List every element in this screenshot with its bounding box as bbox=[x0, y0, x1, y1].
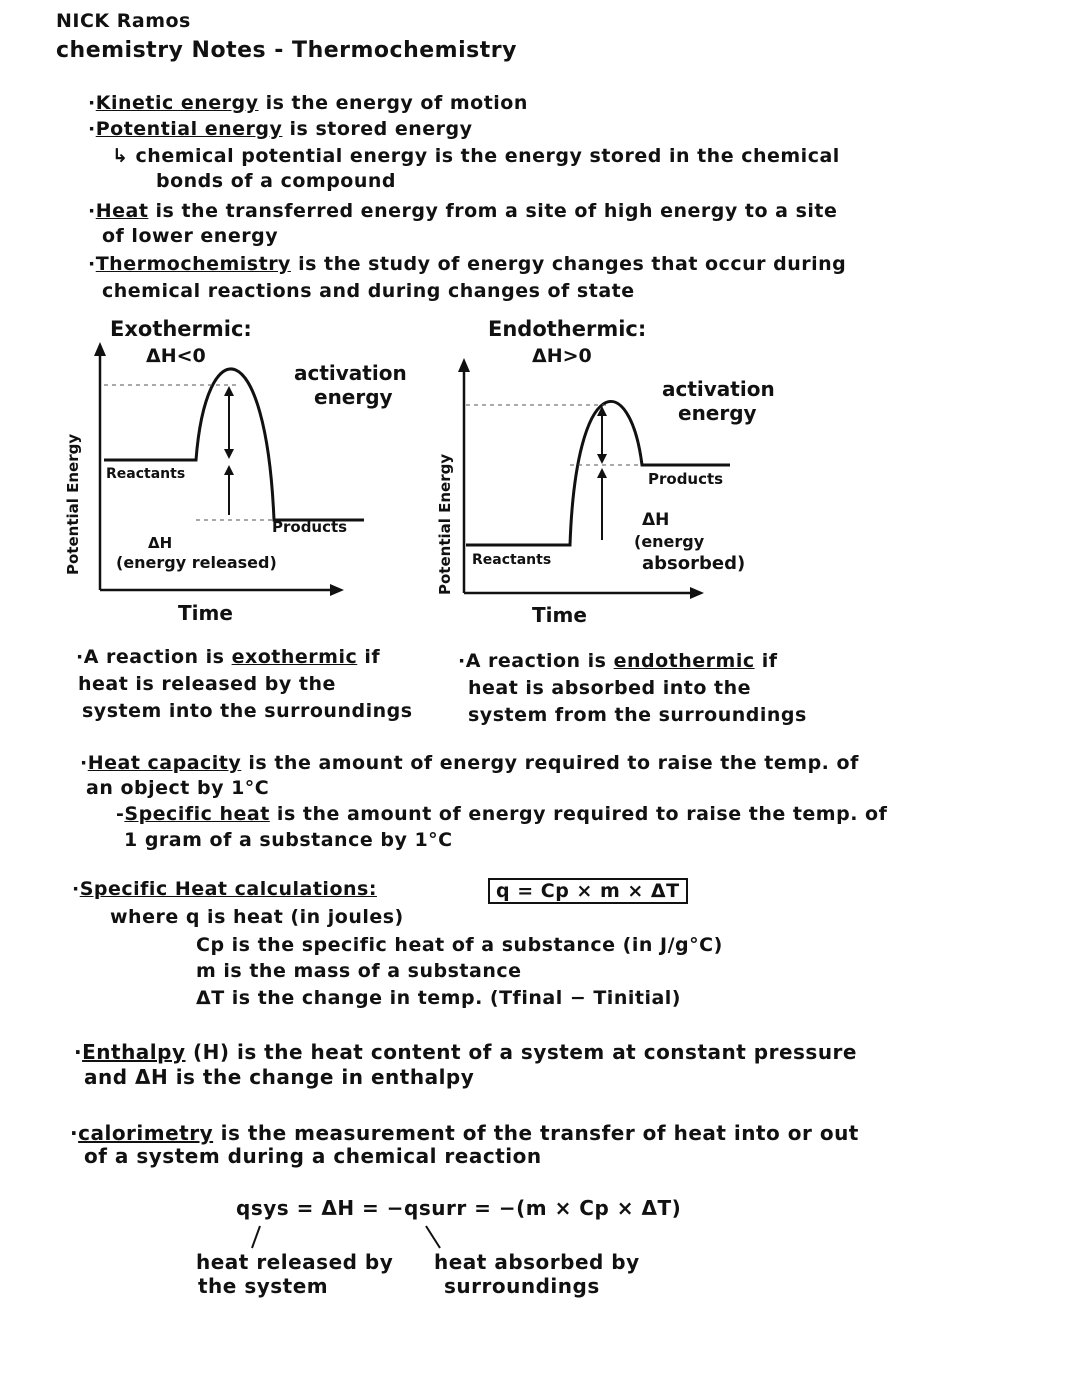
exo-caption-1: ·A reaction is exothermic if bbox=[76, 646, 381, 668]
exo-delta-label: ΔH bbox=[148, 534, 173, 552]
specific-heat-formula: q = Cp × m × ΔT bbox=[488, 878, 688, 904]
note-chemical-potential: ↳ chemical potential energy is the energy stored in the chemical bbox=[112, 145, 840, 167]
calc-delta-t: ΔT is the change in temp. (Tfinal − Tinitial) bbox=[196, 987, 681, 1009]
term-endothermic: endothermic bbox=[613, 650, 755, 672]
endo-delta-note-1: (energy bbox=[634, 532, 705, 551]
exo-y-axis-label: Potential Energy bbox=[64, 433, 82, 575]
exothermic-diagram bbox=[56, 310, 456, 640]
exo-y-arrow-icon bbox=[94, 342, 106, 356]
note-specific-heat-2: 1 gram of a substance by 1°C bbox=[124, 829, 453, 851]
exo-caption-2: heat is released by the bbox=[78, 673, 336, 695]
calorimetry-left-note-1: heat released by bbox=[196, 1250, 394, 1274]
calorimetry-right-note-1: heat absorbed by bbox=[434, 1250, 640, 1274]
endo-sign: ΔH>0 bbox=[532, 345, 592, 367]
endo-x-arrow-icon bbox=[690, 587, 704, 599]
exo-delta-note: (energy released) bbox=[116, 553, 277, 572]
endothermic-diagram bbox=[430, 310, 850, 640]
note-calorimetry-2: of a system during a chemical reaction bbox=[84, 1144, 542, 1168]
calc-cp: Cp is the specific heat of a substance (in J/g°C) bbox=[196, 934, 723, 956]
note-calorimetry: ·calorimetry is the measurement of the transfer of heat into or out bbox=[70, 1121, 859, 1145]
exo-title: Exothermic: bbox=[110, 317, 252, 341]
endo-caption-1: ·A reaction is endothermic if bbox=[458, 650, 778, 672]
note-kinetic: ·Kinetic energy is the energy of motion bbox=[88, 92, 528, 114]
endo-y-axis-label: Potential Energy bbox=[436, 453, 454, 595]
note-heat-capacity-2: an object by 1°C bbox=[86, 777, 270, 799]
endo-x-axis-label: Time bbox=[532, 603, 587, 627]
note-specific-heat: -Specific heat is the amount of energy required to raise the temp. of bbox=[116, 803, 888, 825]
page-title: chemistry Notes - Thermochemistry bbox=[56, 38, 517, 63]
note-chemical-potential-2: bonds of a compound bbox=[156, 170, 396, 192]
arrow-icon: ↳ bbox=[112, 145, 136, 167]
note-heat-capacity: ·Heat capacity is the amount of energy required to raise the temp. of bbox=[80, 752, 859, 774]
note-heat-2: of lower energy bbox=[102, 225, 279, 247]
endo-delta-arrow-up-icon bbox=[597, 468, 607, 478]
term-kinetic: Kinetic energy bbox=[95, 92, 259, 114]
exo-activation-label-1: activation bbox=[294, 361, 407, 385]
calorimetry-pointers bbox=[230, 1222, 470, 1252]
exo-activation-arrow-up-icon bbox=[224, 386, 234, 396]
endo-products-label: Products bbox=[648, 470, 724, 488]
calorimetry-equation: qsys = ΔH = −qsurr = −(m × Cp × ΔT) bbox=[236, 1196, 682, 1220]
note-potential: ·Potential energy is stored energy bbox=[88, 118, 473, 140]
term-specific-heat: Specific heat bbox=[124, 803, 270, 825]
exo-products-label: Products bbox=[272, 518, 348, 536]
calc-title: ·Specific Heat calculations: bbox=[72, 878, 377, 900]
note-thermochemistry: ·Thermochemistry is the study of energy changes that occur during bbox=[88, 253, 847, 275]
endo-delta-note-2: absorbed) bbox=[642, 553, 746, 574]
endo-y-arrow-icon bbox=[458, 358, 470, 372]
exo-sign: ΔH<0 bbox=[146, 345, 206, 367]
exo-x-arrow-icon bbox=[330, 584, 344, 596]
endo-activation-arrow-down-icon bbox=[597, 454, 607, 464]
exo-caption-3: system into the surroundings bbox=[82, 700, 413, 722]
calorimetry-right-note-2: surroundings bbox=[444, 1274, 600, 1298]
term-heat: Heat bbox=[95, 200, 149, 222]
note-thermochemistry-2: chemical reactions and during changes of state bbox=[102, 280, 635, 302]
calorimetry-left-note-2: the system bbox=[198, 1274, 329, 1298]
exo-activation-arrow-down-icon bbox=[224, 449, 234, 459]
exo-activation-label-2: energy bbox=[314, 385, 393, 409]
exo-delta-arrow-up-icon bbox=[224, 465, 234, 475]
term-potential: Potential energy bbox=[95, 118, 283, 140]
term-enthalpy: Enthalpy bbox=[82, 1040, 186, 1064]
term-exothermic: exothermic bbox=[231, 646, 358, 668]
right-pointer-line bbox=[426, 1226, 440, 1248]
note-heat: ·Heat is the transferred energy from a site of high energy to a site bbox=[88, 200, 838, 222]
endo-title: Endothermic: bbox=[488, 317, 647, 341]
endo-activation-label-2: energy bbox=[678, 401, 757, 425]
calc-where: where q is heat (in joules) bbox=[110, 906, 404, 928]
endo-reactants-label: Reactants bbox=[472, 552, 552, 568]
calc-mass: m is the mass of a substance bbox=[196, 960, 522, 982]
endo-delta-label: ΔH bbox=[642, 510, 670, 530]
term-thermochemistry: Thermochemistry bbox=[95, 253, 291, 275]
endo-caption-3: system from the surroundings bbox=[468, 704, 807, 726]
term-heat-capacity: Heat capacity bbox=[87, 752, 242, 774]
author-name: NICK Ramos bbox=[56, 10, 191, 32]
endo-activation-label-1: activation bbox=[662, 377, 775, 401]
left-pointer-line bbox=[252, 1226, 260, 1248]
exo-reactants-label: Reactants bbox=[106, 466, 186, 482]
endo-caption-2: heat is absorbed into the bbox=[468, 677, 752, 699]
note-enthalpy-2: and ΔH is the change in enthalpy bbox=[84, 1065, 475, 1089]
exo-x-axis-label: Time bbox=[178, 601, 233, 625]
term-calorimetry: calorimetry bbox=[78, 1121, 214, 1145]
note-enthalpy: ·Enthalpy (H) is the heat content of a system at constant pressure bbox=[74, 1040, 857, 1064]
